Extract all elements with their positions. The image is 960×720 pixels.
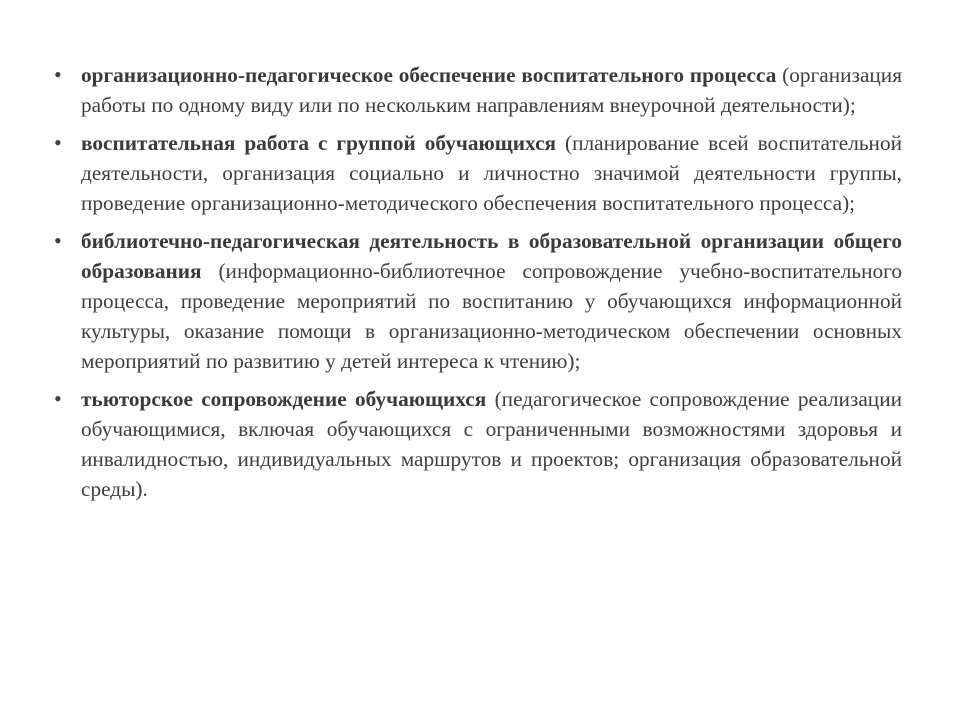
list-item [54, 384, 902, 504]
bullet-icon: • [54, 130, 62, 155]
list-item [54, 226, 902, 376]
item-description: (планирование всей воспитательной деятельности, организация социально и личностно значимой деятельности группы, проведение организационно-методического обеспечения воспитательного процесса); [81, 131, 902, 215]
item-description: (педагогическое сопровождение реализации обучающимися, включая обучающихся с ограниченными возможностями здоровья и инвалидностью, индивидуальных маршрутов и проектов; организация образовательной среды). [81, 387, 902, 501]
item-title: воспитательная работа с группой обучающихся [81, 131, 557, 155]
item-title: тьюторское сопровождение обучающихся [81, 387, 487, 411]
list-item [54, 60, 902, 120]
item-title: библиотечно-педагогическая деятельность в образовательной организации общего образования [81, 229, 902, 283]
bullet-icon: • [54, 386, 62, 411]
bullet-icon: • [54, 62, 62, 87]
bullet-icon: • [54, 228, 62, 253]
item-description: (организация работы по одному виду или по нескольким направлениям внеурочной деятельности); [81, 63, 902, 117]
list-item [54, 128, 902, 218]
item-title: организационно-педагогическое обеспечение воспитательного процесса [81, 63, 777, 87]
bullet-list [54, 60, 902, 504]
item-description: (информационно-библиотечное сопровождение учебно-воспитательного процесса, проведение мероприятий по воспитанию у обучающихся информационной культуры, оказание помощи в организационно-методическом обеспечении основных мероприятий по развитию у детей интереса к чтению); [81, 259, 902, 373]
